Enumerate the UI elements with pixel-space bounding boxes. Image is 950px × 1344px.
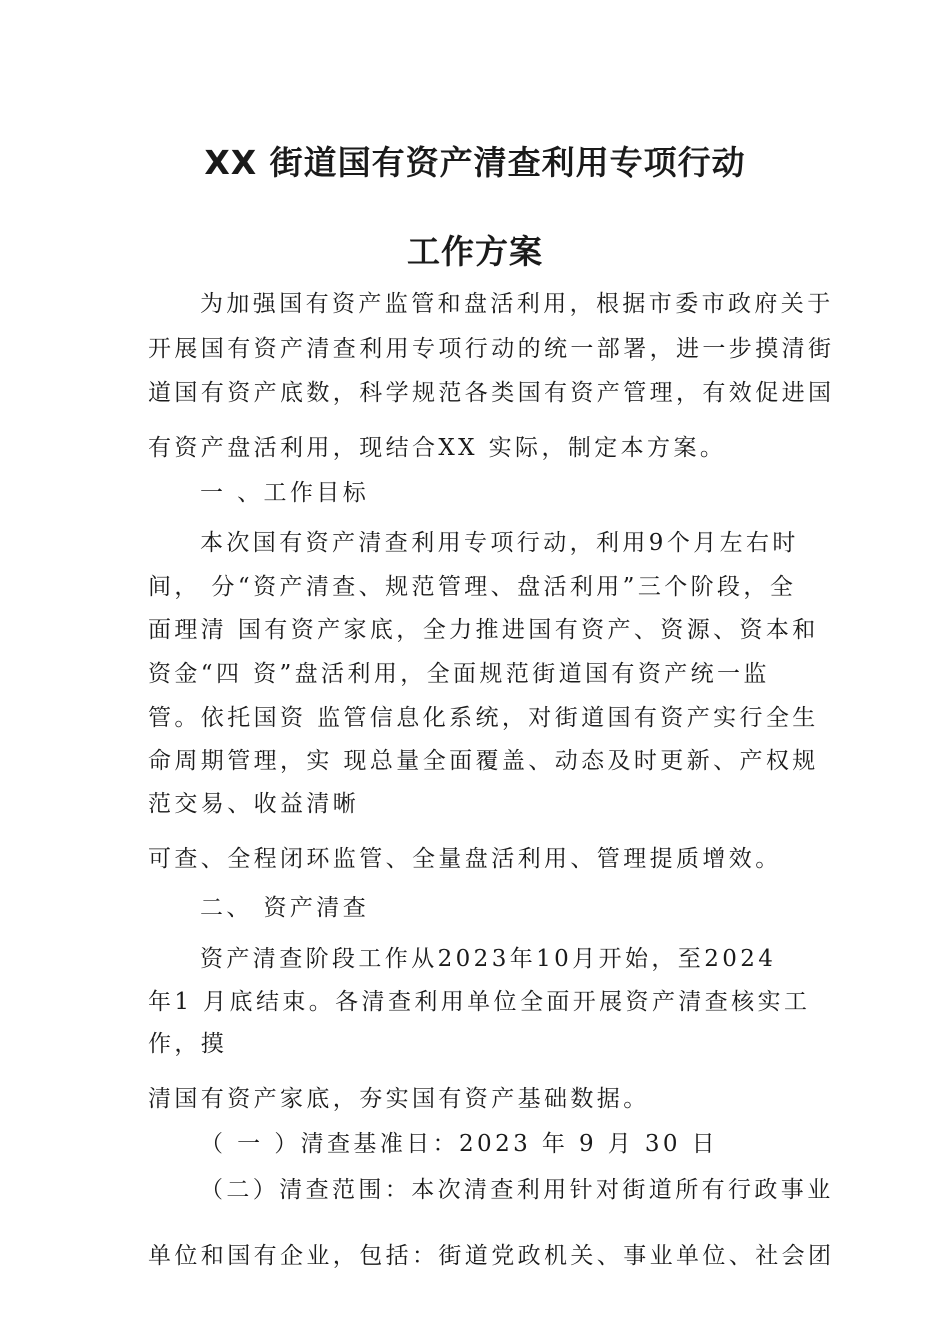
section-heading: 二、 资产清查 [200, 895, 370, 921]
paragraph-line: 可查、全程闭环监管、全量盘活利用、管理提质增效。 [148, 846, 782, 872]
list-item: （ 一 ）清查基准日：2023 年 9 月 30 日 [200, 1131, 719, 1157]
paragraph-line: 命周期管理，实 现总量全面覆盖、动态及时更新、产权规 [148, 748, 819, 774]
paragraph-line: 开展国有资产清查利用专项行动的统一部署，进一步摸清街 [148, 336, 835, 362]
paragraph-line: 资产清查阶段工作从2023年10月开始，至2024 [200, 946, 777, 972]
document-title-line-2: 工作方案 [407, 232, 543, 271]
paragraph-line: 为加强国有资产监管和盘活利用，根据市委市政府关于 [200, 291, 834, 317]
paragraph-line: 有资产盘活利用，现结合XX 实际，制定本方案。 [148, 435, 727, 461]
paragraph-line: 范交易、收益清晰 [148, 791, 360, 817]
section-heading: 一 、工作目标 [200, 480, 370, 506]
document-title-line-1: XX 街道国有资产清查利用专项行动 [204, 143, 746, 182]
paragraph-line: 面理清 国有资产家底，全力推进国有资产、资源、资本和 [148, 617, 819, 643]
paragraph-line: 管。依托国资 监管信息化系统，对街道国有资产实行全生 [148, 705, 819, 731]
paragraph-line: 作，摸 [148, 1031, 228, 1057]
list-item: （二）清查范围：本次清查利用针对街道所有行政事业 [200, 1177, 834, 1203]
paragraph-line: 资金“四 资”盘活利用，全面规范街道国有资产统一监 [148, 661, 770, 687]
paragraph-line: 清国有资产家底，夯实国有资产基础数据。 [148, 1086, 650, 1112]
paragraph-line: 年1 月底结束。各清查利用单位全面开展资产清查核实工 [148, 989, 811, 1015]
paragraph-line: 本次国有资产清查利用专项行动，利用9个月左右时 [200, 530, 799, 556]
paragraph-line: 单位和国有企业，包括：街道党政机关、事业单位、社会团 [148, 1243, 835, 1269]
paragraph-line: 间， 分“资产清查、规范管理、盘活利用”三个阶段，全 [148, 574, 797, 600]
paragraph-line: 道国有资产底数，科学规范各类国有资产管理，有效促进国 [148, 380, 835, 406]
